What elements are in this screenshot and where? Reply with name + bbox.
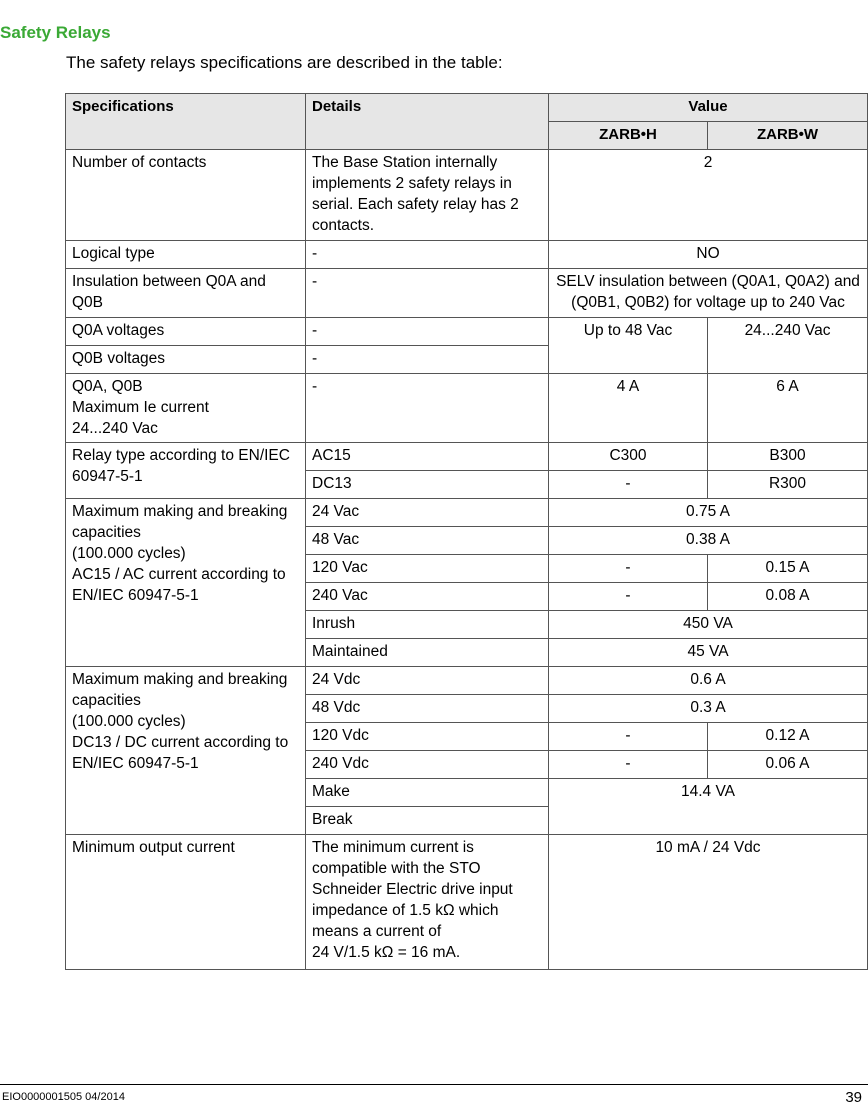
spec-line: Maximum making and breaking capacities [72,671,288,709]
value-cell: 0.75 A [549,499,868,527]
details-cell: Make [306,779,549,807]
spec-line: Q0A, Q0B [72,378,143,395]
spec-cell [66,374,306,443]
spec-line: Maximum Ie current [72,399,209,416]
table-row [66,443,868,471]
header-details: Details [306,94,549,150]
value-cell-h: - [549,751,708,779]
spec-cell: Q0B voltages [66,346,306,374]
intro-text: The safety relays specifications are described in the table: [66,53,503,72]
spec-line: 24...240 Vac [72,420,158,437]
table-row [66,835,868,970]
value-cell-w: 6 A [708,374,868,443]
spec-cell: Minimum output current [66,835,306,970]
spec-cell: Q0A voltages [66,318,306,346]
value-cell: 450 VA [549,611,868,639]
spec-line: (100.000 cycles) [72,713,186,730]
page-number: 39 [845,1089,862,1106]
details-cell: 24 Vac [306,499,549,527]
details-line: 24 V/1.5 kΩ = 16 mA. [312,944,461,961]
header-row [66,94,868,122]
footer-doc-id: EIO0000001505 04/2014 [2,1091,125,1103]
table-row [66,150,868,241]
spec-line: AC15 / AC current according to EN/IEC 60947-5-1 [72,566,286,604]
details-cell: - [306,241,549,269]
details-cell: 48 Vac [306,527,549,555]
spec-line: DC13 / DC current according to EN/IEC 60947-5-1 [72,734,289,772]
details-cell: AC15 [306,443,549,471]
value-cell-h: - [549,583,708,611]
value-cell: 14.4 VA [549,779,868,835]
value-cell-w: B300 [708,443,868,471]
details-line: The minimum current is compatible with the STO Schneider Electric drive input impedance of 1.5 kΩ which means a current of [312,839,513,940]
value-cell-h: - [549,723,708,751]
value-cell: 0.6 A [549,667,868,695]
spec-cell: Insulation between Q0A and Q0B [66,269,306,318]
safety-relays-table [65,93,868,970]
footer-divider [0,1084,868,1085]
details-cell [306,835,549,970]
value-cell: 45 VA [549,639,868,667]
table-row [66,374,868,443]
section-title: Safety Relays [0,23,111,42]
table-row [66,499,868,527]
header-value: Value [549,94,868,122]
table-row [66,241,868,269]
value-cell-h: - [549,555,708,583]
details-cell: DC13 [306,471,549,499]
value-cell: 2 [549,150,868,241]
header-zarb-w: ZARB•W [708,122,868,150]
value-cell-w: 0.15 A [708,555,868,583]
details-cell: 240 Vac [306,583,549,611]
value-cell-h: C300 [549,443,708,471]
value-cell-h: - [549,471,708,499]
value-cell-h: Up to 48 Vac [549,318,708,374]
details-cell: 24 Vdc [306,667,549,695]
value-cell-w: 0.06 A [708,751,868,779]
value-cell: 10 mA / 24 Vdc [549,835,868,970]
spec-cell: Number of contacts [66,150,306,241]
header-zarb-h: ZARB•H [549,122,708,150]
value-cell-w: 0.08 A [708,583,868,611]
spec-cell [66,667,306,835]
details-cell: Break [306,807,549,835]
header-specifications: Specifications [66,94,306,150]
details-cell: Inrush [306,611,549,639]
details-cell: - [306,346,549,374]
value-cell-w: R300 [708,471,868,499]
table-row [66,318,868,346]
details-cell: 240 Vdc [306,751,549,779]
value-cell: 0.3 A [549,695,868,723]
details-cell: Maintained [306,639,549,667]
details-cell: 48 Vdc [306,695,549,723]
details-cell: - [306,269,549,318]
spec-line: (100.000 cycles) [72,545,186,562]
value-cell: SELV insulation between (Q0A1, Q0A2) and (Q0B1, Q0B2) for voltage up to 240 Vac [549,269,868,318]
details-cell: 120 Vac [306,555,549,583]
spec-line: Maximum making and breaking capacities [72,503,288,541]
spec-cell: Relay type according to EN/IEC 60947-5-1 [66,443,306,499]
table-row [66,269,868,318]
table-row [66,667,868,695]
spec-cell: Logical type [66,241,306,269]
value-cell: 0.38 A [549,527,868,555]
details-cell: - [306,374,549,443]
value-cell-w: 24...240 Vac [708,318,868,374]
spec-cell [66,499,306,667]
value-cell-w: 0.12 A [708,723,868,751]
details-cell: - [306,318,549,346]
details-cell: The Base Station internally implements 2 safety relays in serial. Each safety relay has 2 contacts. [306,150,549,241]
details-cell: 120 Vdc [306,723,549,751]
value-cell: NO [549,241,868,269]
value-cell-h: 4 A [549,374,708,443]
